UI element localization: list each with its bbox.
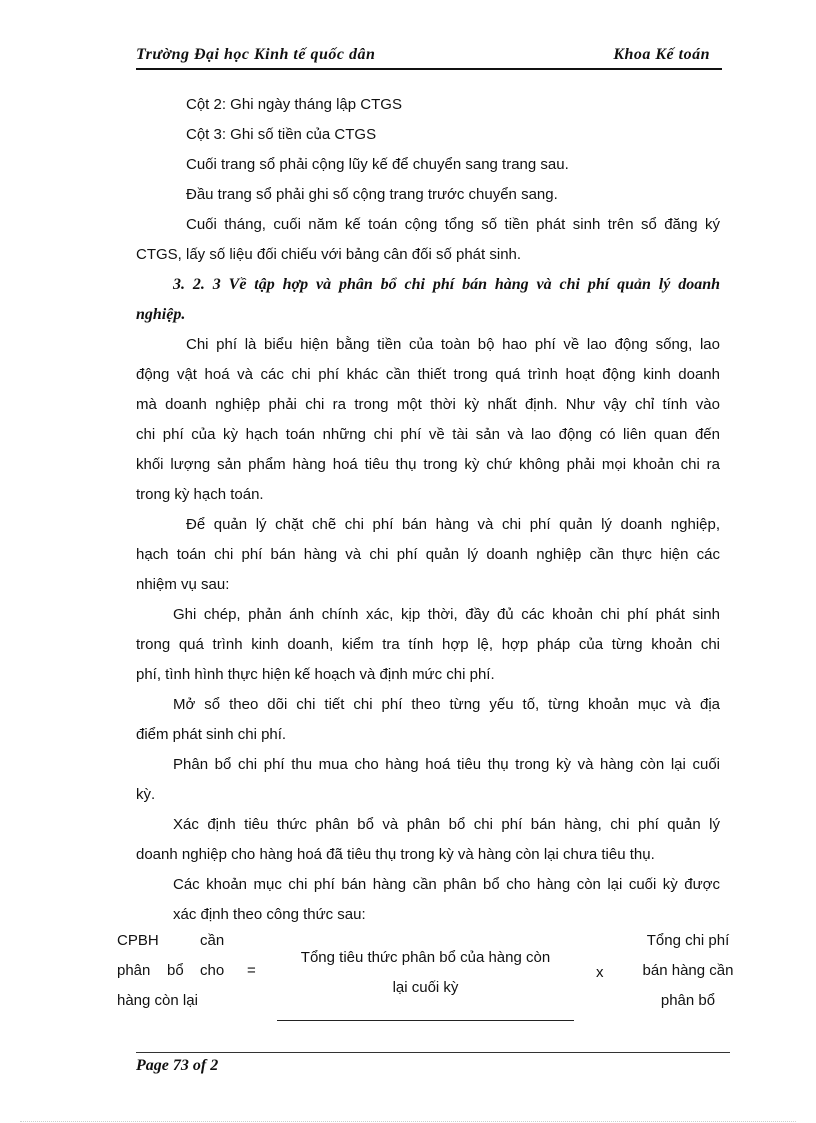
body-text [136,92,720,932]
formula-lhs-word: CPBH [117,932,159,949]
text-line: hạch toán chi phí bán hàng và chi phí quản lý doanh nghiệp cần thực hiện các [136,546,720,563]
formula-numerator-line: Tổng tiêu thức phân bổ của hàng còn [300,949,551,966]
text-line: Cột 2: Ghi ngày tháng lập CTGS [186,96,402,113]
text-line: động vật hoá và các chi phí khác cần thiết trong quá trình hoạt động kinh doanh [136,366,720,383]
formula-lhs-word: bổ [167,962,184,979]
text-line: Ghi chép, phản ánh chính xác, kịp thời, đầy đủ các khoản chi phí phát sinh [173,606,720,623]
formula-rhs-line: Tổng chi phí [646,932,730,949]
text-line: trong quá trình kinh doanh, kiểm tra tính hợp lệ, hợp pháp của từng khoản chi [136,636,720,653]
text-line: Chi phí là biểu hiện bằng tiền của toàn bộ hao phí về lao động sống, lao [186,336,720,353]
text-line: nhiệm vụ sau: [136,576,230,593]
text-line: CTGS, lấy số liệu đối chiếu với bảng cân đối số phát sinh. [136,246,522,263]
formula-equals-sign: = [247,962,256,979]
text-line: Phân bổ chi phí thu mua cho hàng hoá tiêu thụ trong kỳ và hàng còn lại cuối [173,756,720,773]
header-faculty-name: Khoa Kế toán [613,46,710,63]
text-line: chi phí của kỳ hạch toán những chi phí về tài sản và lao động có liên quan đến [136,426,720,443]
text-line: Đầu trang sổ phải ghi số cộng trang trước chuyển sang. [186,186,558,203]
formula-rhs-line: phân bổ [660,992,716,1009]
formula-lhs-word: phân [117,962,151,979]
section-heading: nghiệp. [136,306,186,323]
text-line: doanh nghiệp cho hàng hoá đã tiêu thụ trong kỳ và hàng còn lại chưa tiêu thụ. [136,846,655,863]
text-line: Cột 3: Ghi số tiền của CTGS [186,126,377,143]
text-line: Cuối tháng, cuối năm kế toán cộng tổng số tiền phát sinh trên sổ đăng ký [186,216,720,233]
text-line: Mở sổ theo dõi chi tiết chi phí theo từng yếu tố, từng khoản mục và địa [173,696,720,713]
text-line: Xác định tiêu thức phân bổ và phân bổ chi phí bán hàng, chi phí quản lý [173,816,720,833]
text-line: điểm phát sinh chi phí. [136,726,287,743]
formula-lhs-word: cho [200,962,225,979]
text-line: khối lượng sản phẩm hàng hoá tiêu thụ trong kỳ chứ không phải mọi khoản chi ra [136,456,720,473]
formula-multiply-sign: x [596,964,604,981]
text-line: Các khoản mục chi phí bán hàng cần phân bổ cho hàng còn lại cuối kỳ được [173,876,720,893]
page-footer [136,1052,730,1079]
text-line: trong kỳ hạch toán. [136,486,264,503]
formula-lhs-word: hàng còn lại [117,992,198,1009]
page-edge-divider [20,1121,796,1122]
section-heading: 3. 2. 3 Về tập hợp và phân bổ chi phí bán hàng và chi phí quản lý doanh [173,276,720,293]
formula-rhs-line: bán hàng cần [642,962,734,979]
text-line: Cuối trang sổ phải cộng lũy kế để chuyển sang trang sau. [186,156,569,173]
formula-fraction-bar [277,1020,574,1021]
text-line: Để quản lý chặt chẽ chi phí bán hàng và chi phí quản lý doanh nghiệp, [186,516,720,533]
text-line: xác định theo công thức sau: [173,906,366,923]
page-number: Page 73 of 2 [136,1057,219,1074]
formula-numerator-line: lại cuối kỳ [392,979,459,996]
text-line: mà doanh nghiệp phải chi ra trong một thời kỳ nhất định. Như vậy chỉ tính vào [136,396,720,413]
formula-rhs [626,926,750,1016]
text-line: phí, tình hình thực hiện kế hoạch và định mức chi phí. [136,666,495,683]
header-school-name: Trường Đại học Kinh tế quốc dân [136,46,376,63]
page-header [136,44,722,70]
formula-numerator [277,943,574,1003]
text-line: kỳ. [136,786,156,803]
formula-lhs-word: cần [200,932,225,949]
